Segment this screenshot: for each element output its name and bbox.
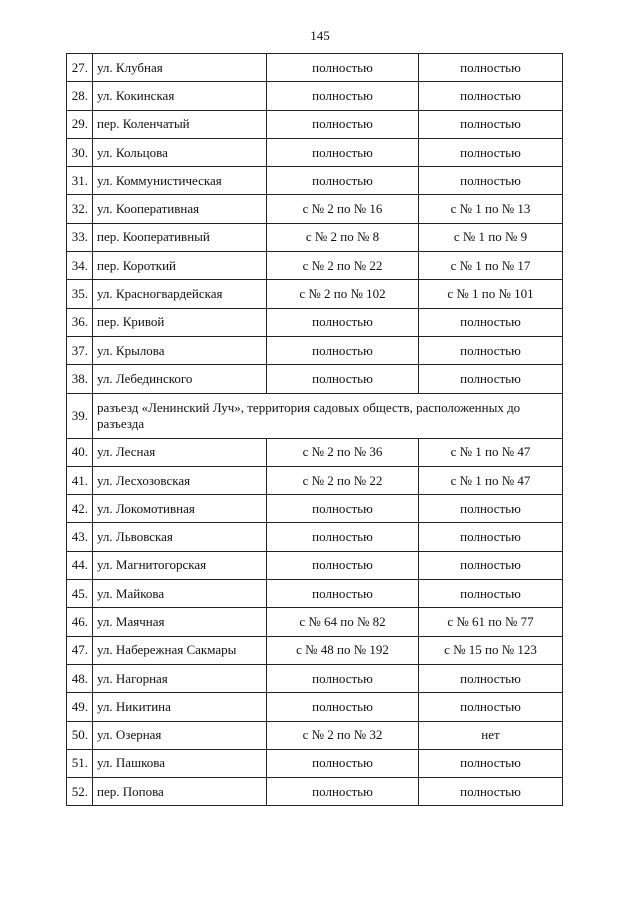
street-name: пер. Коленчатый: [93, 110, 267, 138]
street-name: ул. Лесная: [93, 438, 267, 466]
row-number: 31.: [67, 167, 93, 195]
odd-houses: полностью: [419, 495, 563, 523]
table-row: [67, 636, 563, 664]
row-number: 29.: [67, 110, 93, 138]
row-number: 39.: [67, 393, 93, 438]
table-row: [67, 393, 563, 438]
even-houses: с № 2 по № 32: [267, 721, 419, 749]
table-row: [67, 438, 563, 466]
row-number: 37.: [67, 336, 93, 364]
odd-houses: полностью: [419, 138, 563, 166]
street-name: пер. Короткий: [93, 252, 267, 280]
table-row: [67, 54, 563, 82]
row-number: 46.: [67, 608, 93, 636]
even-houses: с № 2 по № 22: [267, 252, 419, 280]
even-houses: полностью: [267, 365, 419, 393]
odd-houses: с № 1 по № 17: [419, 252, 563, 280]
odd-houses: полностью: [419, 167, 563, 195]
row-number: 27.: [67, 54, 93, 82]
row-number: 45.: [67, 580, 93, 608]
even-houses: полностью: [267, 110, 419, 138]
even-houses: полностью: [267, 308, 419, 336]
streets-table: [66, 53, 563, 806]
table-row: [67, 721, 563, 749]
table-row: [67, 495, 563, 523]
street-name: ул. Кокинская: [93, 82, 267, 110]
row-number: 36.: [67, 308, 93, 336]
table-row: [67, 308, 563, 336]
even-houses: с № 64 по № 82: [267, 608, 419, 636]
street-name: ул. Кольцова: [93, 138, 267, 166]
table-row: [67, 336, 563, 364]
even-houses: полностью: [267, 693, 419, 721]
table-row: [67, 551, 563, 579]
odd-houses: полностью: [419, 749, 563, 777]
street-name: ул. Клубная: [93, 54, 267, 82]
row-number: 28.: [67, 82, 93, 110]
row-number: 34.: [67, 252, 93, 280]
row-number: 52.: [67, 778, 93, 806]
street-name: ул. Никитина: [93, 693, 267, 721]
table-row: [67, 778, 563, 806]
odd-houses: полностью: [419, 54, 563, 82]
row-number: 40.: [67, 438, 93, 466]
row-number: 32.: [67, 195, 93, 223]
even-houses: с № 2 по № 8: [267, 223, 419, 251]
odd-houses: полностью: [419, 580, 563, 608]
odd-houses: полностью: [419, 693, 563, 721]
odd-houses: полностью: [419, 110, 563, 138]
odd-houses: с № 1 по № 101: [419, 280, 563, 308]
street-name: ул. Маячная: [93, 608, 267, 636]
street-name: пер. Кооперативный: [93, 223, 267, 251]
even-houses: полностью: [267, 336, 419, 364]
table-row: [67, 365, 563, 393]
street-name: ул. Крылова: [93, 336, 267, 364]
table-row: [67, 223, 563, 251]
table-row: [67, 664, 563, 692]
odd-houses: с № 15 по № 123: [419, 636, 563, 664]
street-name: ул. Лесхозовская: [93, 466, 267, 494]
even-houses: полностью: [267, 778, 419, 806]
even-houses: с № 2 по № 16: [267, 195, 419, 223]
streets-table-body: [67, 54, 563, 806]
street-name: ул. Красногвардейская: [93, 280, 267, 308]
row-number: 50.: [67, 721, 93, 749]
street-name: ул. Львовская: [93, 523, 267, 551]
even-houses: с № 2 по № 36: [267, 438, 419, 466]
table-row: [67, 523, 563, 551]
street-name: ул. Озерная: [93, 721, 267, 749]
street-name: ул. Локомотивная: [93, 495, 267, 523]
even-houses: полностью: [267, 82, 419, 110]
odd-houses: полностью: [419, 664, 563, 692]
table-row: [67, 608, 563, 636]
odd-houses: полностью: [419, 336, 563, 364]
even-houses: с № 48 по № 192: [267, 636, 419, 664]
street-name: пер. Кривой: [93, 308, 267, 336]
even-houses: полностью: [267, 138, 419, 166]
odd-houses: с № 61 по № 77: [419, 608, 563, 636]
street-name: ул. Пашкова: [93, 749, 267, 777]
even-houses: полностью: [267, 495, 419, 523]
street-name: ул. Майкова: [93, 580, 267, 608]
table-row: [67, 138, 563, 166]
street-name: ул. Коммунистическая: [93, 167, 267, 195]
row-number: 44.: [67, 551, 93, 579]
table-row: [67, 280, 563, 308]
row-number: 41.: [67, 466, 93, 494]
odd-houses: нет: [419, 721, 563, 749]
even-houses: полностью: [267, 54, 419, 82]
row-number: 42.: [67, 495, 93, 523]
row-number: 38.: [67, 365, 93, 393]
odd-houses: с № 1 по № 47: [419, 438, 563, 466]
table-row: [67, 693, 563, 721]
row-number: 33.: [67, 223, 93, 251]
even-houses: полностью: [267, 167, 419, 195]
odd-houses: с № 1 по № 13: [419, 195, 563, 223]
table-row: [67, 82, 563, 110]
even-houses: полностью: [267, 749, 419, 777]
street-name: ул. Нагорная: [93, 664, 267, 692]
table-row: [67, 580, 563, 608]
street-name: ул. Набережная Сакмары: [93, 636, 267, 664]
even-houses: полностью: [267, 664, 419, 692]
street-name: ул. Магнитогорская: [93, 551, 267, 579]
row-number: 35.: [67, 280, 93, 308]
odd-houses: с № 1 по № 9: [419, 223, 563, 251]
row-number: 43.: [67, 523, 93, 551]
odd-houses: полностью: [419, 523, 563, 551]
even-houses: полностью: [267, 551, 419, 579]
street-name: ул. Лебединского: [93, 365, 267, 393]
table-row: [67, 110, 563, 138]
even-houses: с № 2 по № 22: [267, 466, 419, 494]
table-row: [67, 252, 563, 280]
odd-houses: полностью: [419, 778, 563, 806]
table-row: [67, 466, 563, 494]
even-houses: полностью: [267, 523, 419, 551]
odd-houses: полностью: [419, 365, 563, 393]
odd-houses: полностью: [419, 82, 563, 110]
table-row: [67, 195, 563, 223]
even-houses: полностью: [267, 580, 419, 608]
row-number: 30.: [67, 138, 93, 166]
street-name: пер. Попова: [93, 778, 267, 806]
table-row: [67, 749, 563, 777]
page-number: 145: [310, 28, 330, 43]
row-number: 48.: [67, 664, 93, 692]
odd-houses: полностью: [419, 551, 563, 579]
even-houses: с № 2 по № 102: [267, 280, 419, 308]
odd-houses: с № 1 по № 47: [419, 466, 563, 494]
street-name: ул. Кооперативная: [93, 195, 267, 223]
row-number: 47.: [67, 636, 93, 664]
row-number: 49.: [67, 693, 93, 721]
table-row: [67, 167, 563, 195]
street-name: разъезд «Ленинский Луч», территория садовых обществ, расположенных до разъезда: [93, 393, 563, 438]
odd-houses: полностью: [419, 308, 563, 336]
row-number: 51.: [67, 749, 93, 777]
